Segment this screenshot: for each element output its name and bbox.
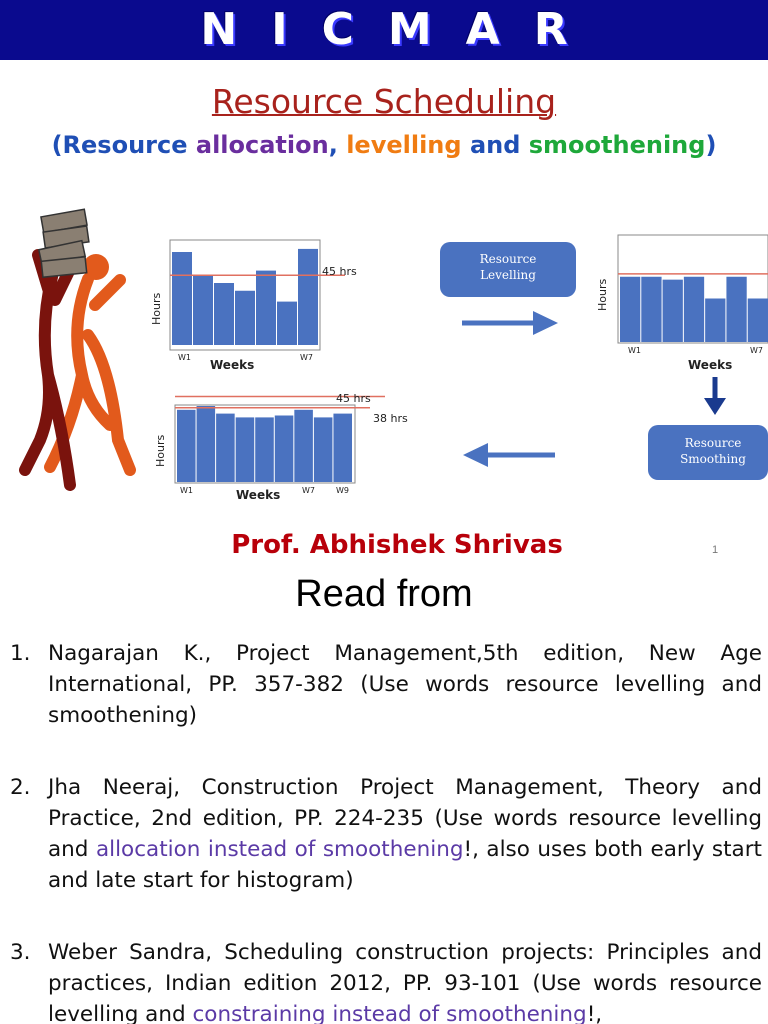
- chart-smoothed-histogram: [154, 392, 408, 502]
- reference-text: [48, 638, 762, 731]
- reference-number: 3.: [10, 940, 31, 965]
- reference-text: [48, 772, 762, 896]
- reference-text: [48, 937, 762, 1024]
- reference-highlight: allocation instead of smoothening: [95, 837, 464, 862]
- smoothing-label-1: Resource: [684, 436, 742, 450]
- chart2-x-start: W1: [628, 346, 641, 355]
- figures-carrying-boxes-icon: [25, 209, 130, 485]
- chart3-xlabel: Weeks: [236, 488, 281, 502]
- chart2-bar: [684, 277, 704, 342]
- chart2-bar: [726, 277, 746, 342]
- chart2-xlabel: Weeks: [688, 358, 733, 372]
- chart3-bar: [333, 414, 352, 482]
- reference-text-part: Weber Sandra, Scheduling construction projects: Principles and practices, Indian edition 2012, PP. 93-101 (Use words resource levelling and: [48, 940, 762, 1024]
- subtitle-word-and: and: [469, 131, 521, 159]
- chart2-ylabel: Hours: [596, 278, 609, 311]
- chart2-bar: [641, 277, 661, 342]
- resource-levelling-box: [440, 242, 576, 297]
- chart3-bar: [294, 410, 313, 482]
- chart3-bar: [216, 414, 235, 482]
- chart2-bar: [663, 280, 683, 342]
- chart1-bar: [172, 252, 192, 345]
- chart2-bar: [705, 299, 725, 343]
- chart3-bar: [236, 417, 255, 482]
- chart1-bar: [193, 275, 213, 345]
- chart3-bar: [177, 410, 196, 482]
- chart1-bar: [277, 302, 297, 345]
- page-subtitle: [0, 131, 768, 159]
- page-number: 1: [712, 544, 719, 556]
- chart1-bar: [298, 249, 318, 345]
- reference-text-part: Nagarajan K., Project Management,5th edition, New Age International, PP. 357-382 (Use words resource levelling and smoothening): [48, 641, 762, 728]
- chart3-x-end: W7: [302, 486, 315, 495]
- reference-text-part: !, also uses both early start and late start for histogram): [48, 837, 762, 893]
- levelling-label-1: Resource: [479, 252, 537, 266]
- chart1-bar: [235, 291, 255, 345]
- chart3-line-label-45: 45 hrs: [336, 392, 371, 405]
- subtitle-word-smoothening: smoothening: [528, 131, 706, 159]
- resource-scheduling-illustration: [0, 185, 768, 530]
- page-title: Resource Scheduling: [211, 82, 557, 121]
- chart3-bar: [197, 406, 216, 482]
- reference-item: [10, 638, 762, 731]
- chart2-x-end: W7: [750, 346, 763, 355]
- header-banner: [0, 0, 768, 60]
- chart1-bar: [214, 283, 234, 345]
- reference-item: [10, 772, 762, 896]
- chart3-line-label-38: 38 hrs: [373, 412, 408, 425]
- arrow-right-icon: [462, 311, 558, 335]
- smoothing-label-2: Smoothing: [680, 452, 746, 466]
- chart1-x-start: W1: [178, 353, 191, 362]
- arrow-down-icon: [704, 377, 726, 415]
- subtitle-comma: ,: [328, 131, 338, 159]
- reference-list: [10, 638, 762, 1024]
- read-from-heading: Read from: [295, 573, 473, 615]
- chart3-x-start: W1: [180, 486, 193, 495]
- chart2-bar: [748, 299, 768, 343]
- levelling-label-2: Levelling: [480, 268, 536, 282]
- subtitle-word-resource: Resource: [62, 131, 188, 159]
- chart3-bar: [314, 417, 333, 482]
- chart3-ylabel: Hours: [154, 434, 167, 467]
- reference-item: [10, 937, 762, 1024]
- subtitle-word-levelling: levelling: [346, 131, 462, 159]
- reference-number: 1.: [10, 641, 31, 666]
- chart2-bar: [620, 277, 640, 342]
- subtitle-paren-open: (: [51, 131, 63, 159]
- chart1-bar: [256, 271, 276, 345]
- subtitle-paren-close: ): [705, 131, 717, 159]
- chart3-bar: [275, 416, 294, 483]
- chart1-ylabel: Hours: [150, 292, 163, 325]
- reference-text-part: !,: [586, 1002, 603, 1024]
- resource-smoothing-box: [648, 425, 768, 480]
- arrow-left-icon: [463, 443, 555, 467]
- author-name: Prof. Abhishek Shrivas: [231, 530, 563, 560]
- chart-original-histogram: [150, 240, 357, 372]
- chart3-x-end2: W9: [336, 486, 349, 495]
- reference-number: 2.: [10, 775, 31, 800]
- reference-highlight: constraining instead of smoothening: [192, 1002, 587, 1024]
- chart1-xlabel: Weeks: [210, 358, 255, 372]
- chart-levelled-histogram: [596, 235, 768, 372]
- chart1-x-end: W7: [300, 353, 313, 362]
- nicmar-logo: NICMAR: [200, 4, 602, 55]
- chart1-line-label: 45 hrs: [322, 265, 357, 278]
- reference-text-part: Jha Neeraj, Construction Project Management, Theory and Practice, 2nd edition, PP. 224-235 (Use words resource levelling and: [48, 775, 762, 862]
- chart3-bar: [255, 417, 274, 482]
- subtitle-word-allocation: allocation: [195, 131, 329, 159]
